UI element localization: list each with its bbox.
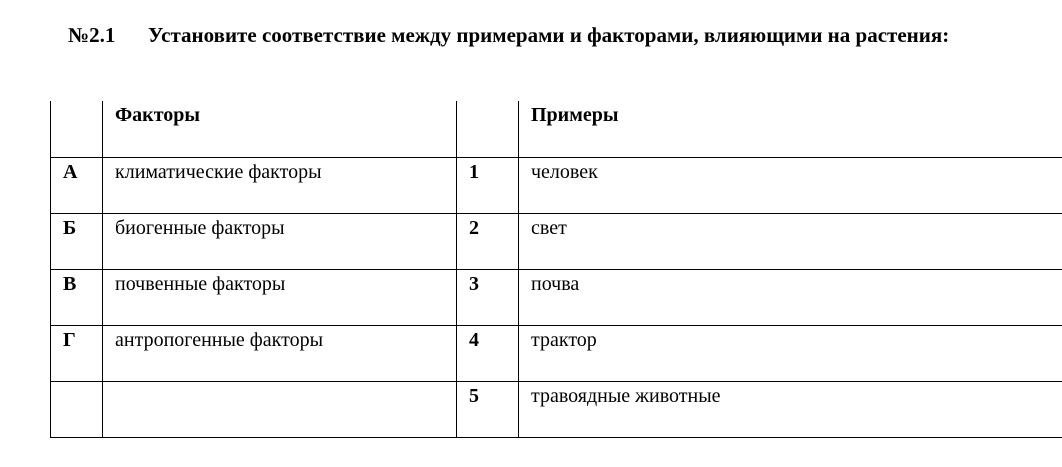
example-text: трактор: [531, 328, 597, 351]
letter-cell: [51, 213, 103, 269]
factor-text: антропогенные факторы: [115, 328, 324, 351]
factor-cell: [103, 325, 457, 381]
row-letter: В: [63, 272, 77, 295]
factor-text: почвенные факторы: [115, 272, 286, 295]
factor-cell: [103, 213, 457, 269]
table-row: [51, 269, 1062, 325]
example-cell: [519, 325, 1062, 381]
factors-header: Факторы: [115, 104, 200, 126]
header-factors-cell: [103, 101, 457, 157]
row-number: 5: [469, 384, 479, 407]
header-examples-cell: [519, 101, 1062, 157]
number-cell: [457, 157, 519, 213]
number-cell: [457, 325, 519, 381]
table-row: [51, 325, 1062, 381]
table-header-row: [51, 101, 1062, 157]
number-cell: [457, 381, 519, 437]
table-row: [51, 157, 1062, 213]
factor-cell: [103, 269, 457, 325]
factor-text: биогенные факторы: [115, 216, 285, 239]
row-number: 1: [469, 160, 479, 183]
task-title: Установите соответствие между примерами и факторами, влияющими на растения:: [148, 23, 950, 47]
number-cell: [457, 213, 519, 269]
table-row: [51, 381, 1062, 437]
example-text: травоядные животные: [531, 384, 721, 407]
task-number: №2.1: [68, 23, 116, 47]
example-text: свет: [531, 216, 567, 239]
row-number: 3: [469, 272, 479, 295]
example-cell: [519, 213, 1062, 269]
row-letter: [51, 382, 102, 383]
row-letter: Б: [63, 216, 77, 239]
task-heading: [68, 22, 1028, 49]
row-letter: Г: [63, 328, 76, 351]
row-number: 4: [469, 328, 479, 351]
letter-cell: [51, 381, 103, 437]
factor-cell: [103, 381, 457, 437]
letter-cell: [51, 325, 103, 381]
table-row: [51, 213, 1062, 269]
letter-cell: [51, 157, 103, 213]
row-letter: А: [63, 160, 78, 183]
example-cell: [519, 157, 1062, 213]
row-number: 2: [469, 216, 479, 239]
examples-header: Примеры: [531, 104, 619, 126]
example-text: почва: [531, 272, 580, 295]
factor-text: [103, 382, 456, 383]
example-cell: [519, 269, 1062, 325]
header-letter-cell: [51, 101, 103, 157]
header-number-cell: [457, 101, 519, 157]
matching-table: [50, 101, 1062, 438]
number-cell: [457, 269, 519, 325]
factor-text: климатические факторы: [115, 160, 322, 183]
example-text: человек: [531, 160, 598, 183]
letter-cell: [51, 269, 103, 325]
factor-cell: [103, 157, 457, 213]
example-cell: [519, 381, 1062, 437]
